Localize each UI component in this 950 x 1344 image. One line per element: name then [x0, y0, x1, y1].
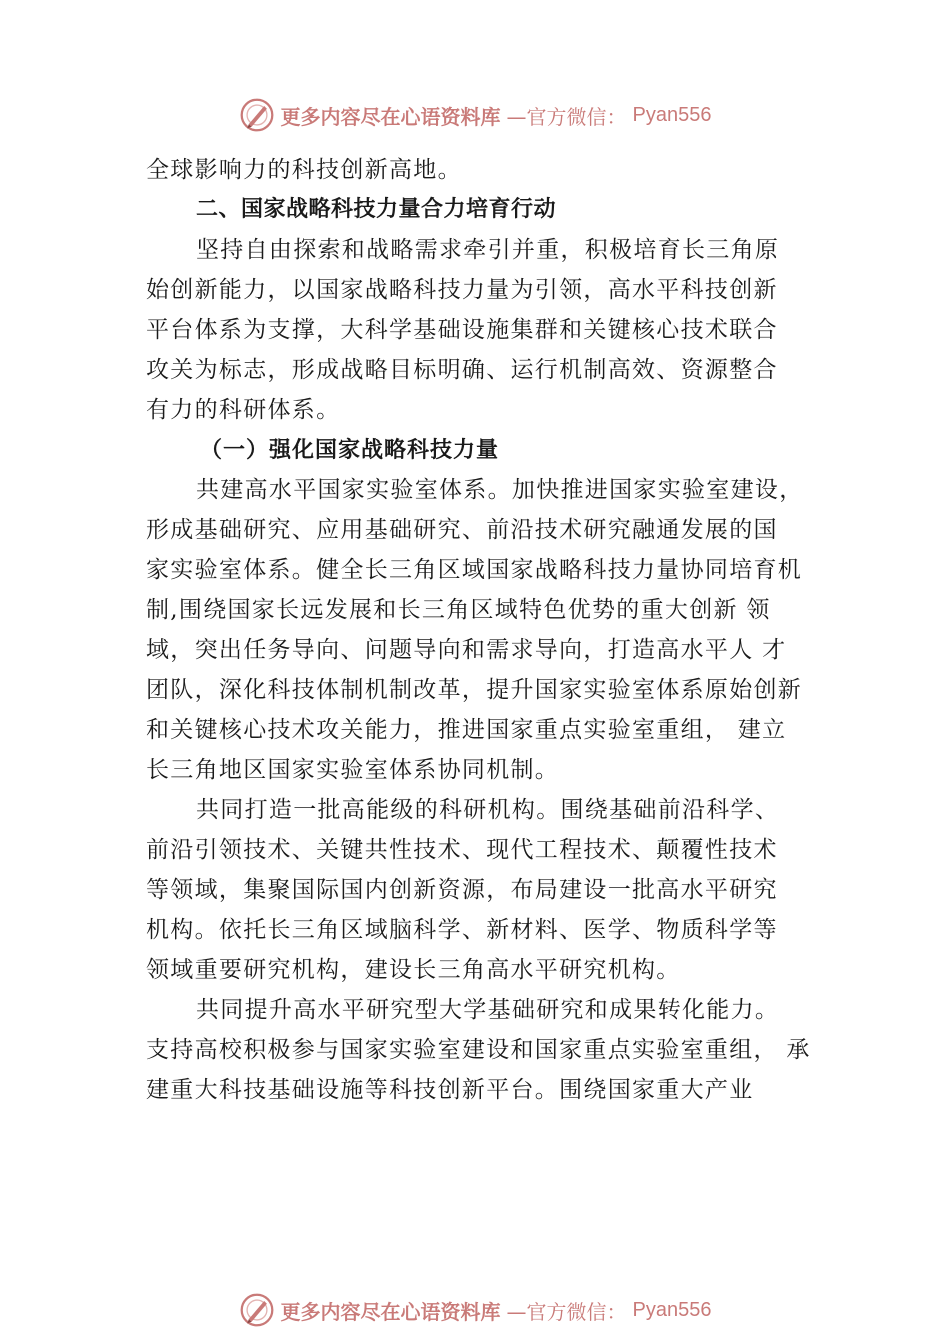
body-text-line: 机构。依托长三角区域脑科学、新材料、医学、物质科学等 [146, 917, 778, 943]
subsection-heading: （一）强化国家战略科技力量 [200, 437, 500, 463]
watermark-wechat-label: —官方微信： [506, 1299, 627, 1324]
body-text-line: 前沿引领技术、关键共性技术、现代工程技术、颠覆性技术 [146, 837, 778, 863]
body-text-line: 有力的科研体系。 [146, 397, 341, 423]
body-text-line: 长三角地区国家实验室体系协同机制。 [146, 757, 560, 783]
body-text-line: 攻关为标志，形成战略目标明确、运行机制高效、资源整合 [146, 357, 778, 383]
document-body [146, 150, 836, 1110]
paragraph-first-line: 共建高水平国家实验室体系。加快推进国家实验室建设， [196, 477, 804, 503]
section-heading: 二、国家战略科技力量合力培育行动 [196, 197, 557, 222]
body-text-line: 形成基础研究、应用基础研究、前沿技术研究融通发展的国 [146, 517, 778, 543]
body-text-line: 平台体系为支撑，大科学基础设施集群和关键核心技术联合 [146, 317, 778, 343]
body-text-line: 支持高校积极参与国家实验室建设和国家重点实验室重组， 承 [146, 1037, 811, 1063]
body-text-line: 全球影响力的科技创新高地。 [146, 157, 462, 183]
body-text-line: 制,围绕国家长远发展和长三角区域特色优势的重大创新 领 [146, 597, 771, 623]
header-watermark [0, 95, 950, 135]
watermark-wechat-id: Pyan556 [632, 103, 712, 126]
body-text-line: 领域重要研究机构，建设长三角高水平研究机构。 [146, 957, 681, 983]
brand-logo-icon [239, 1292, 275, 1328]
body-text-line: 始创新能力，以国家战略科技力量为引领，高水平科技创新 [146, 277, 778, 303]
body-text-line: 域，突出任务导向、问题导向和需求导向，打造高水平人 才 [146, 637, 787, 663]
paragraph-first-line: 坚持自由探索和战略需求牵引并重，积极培育长三角原 [196, 237, 780, 263]
body-text-line: 家实验室体系。健全长三角区域国家战略科技力量协同培育机 [146, 557, 803, 583]
watermark-wechat-label: —官方微信： [506, 104, 627, 129]
paragraph-first-line: 共同打造一批高能级的科研机构。围绕基础前沿科学、 [196, 797, 780, 823]
paragraph-first-line: 共同提升高水平研究型大学基础研究和成果转化能力。 [196, 997, 780, 1023]
watermark-wechat-id: Pyan556 [632, 1298, 712, 1321]
body-text-line: 等领域，集聚国际国内创新资源，布局建设一批高水平研究 [146, 877, 778, 903]
body-text-line: 建重大科技基础设施等科技创新平台。围绕国家重大产业 [146, 1077, 754, 1103]
body-text-line: 团队，深化科技体制机制改革，提升国家实验室体系原始创新 [146, 677, 803, 703]
brand-logo-icon [239, 97, 275, 133]
body-text-line: 和关键核心技术攻关能力，推进国家重点实验室重组， 建立 [146, 717, 787, 743]
watermark-brand-text: 更多内容尽在心语资料库 [280, 104, 501, 129]
watermark-brand-text: 更多内容尽在心语资料库 [280, 1299, 501, 1324]
footer-watermark [0, 1290, 950, 1330]
